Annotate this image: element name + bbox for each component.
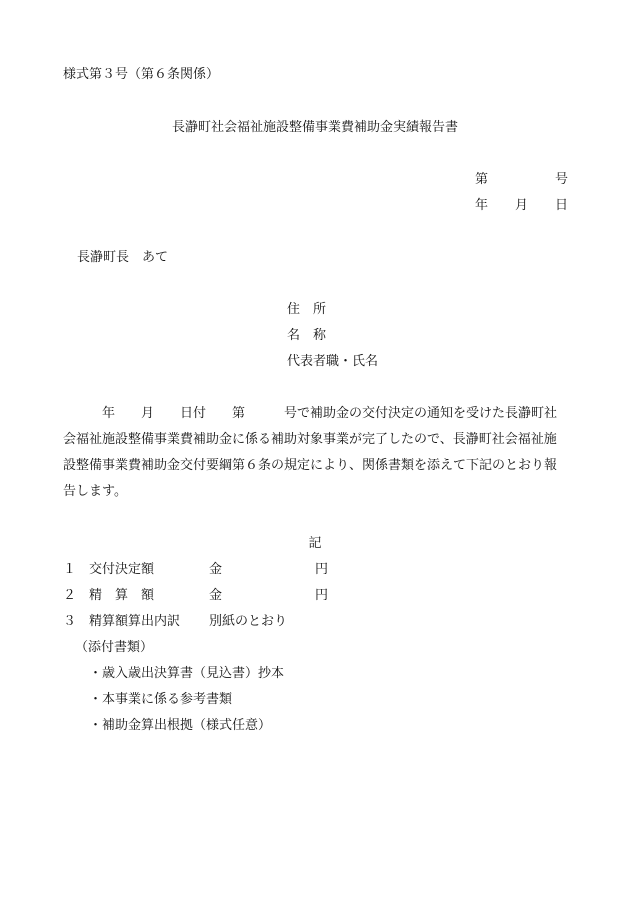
document-number-go: 号 xyxy=(555,172,569,187)
body-line: 会福祉施設整備事業費補助金に係る補助対象事業が完了したので、長瀞町社会福祉施 xyxy=(63,432,557,447)
item-kin: 別紙のとおり xyxy=(209,614,288,629)
sender-address-label: 住 所 xyxy=(287,302,327,317)
body-line: 年 月 日付 第 号で補助金の交付決定の通知を受けた長瀞町社 xyxy=(63,406,558,421)
addressee: 長瀞町長 あて xyxy=(77,250,169,265)
attachment-item: ・歳入歳出決算書（見込書）抄本 xyxy=(89,666,285,681)
ki-heading: 記 xyxy=(308,536,322,551)
item-yen: 円 xyxy=(315,588,329,603)
item-number: ３ xyxy=(63,614,77,629)
form-number: 様式第３号（第６条関係） xyxy=(63,67,220,82)
attachments-heading: （添付書類） xyxy=(75,640,154,655)
item-kin: 金 xyxy=(209,588,223,603)
document-number-dai: 第 xyxy=(475,172,489,187)
sender-name-label: 名 称 xyxy=(287,328,327,343)
date-month: 月 xyxy=(515,198,529,213)
attachment-item: ・補助金算出根拠（様式任意） xyxy=(89,718,272,733)
attachment-item: ・本事業に係る参考書類 xyxy=(89,692,233,707)
item-label: 精算額算出内訳 xyxy=(89,614,181,629)
date-year: 年 xyxy=(475,198,489,213)
item-kin: 金 xyxy=(209,562,223,577)
item-number: １ xyxy=(63,562,77,577)
item-yen: 円 xyxy=(315,562,329,577)
body-line: 設整備事業費補助金交付要綱第６条の規定により、関係書類を添えて下記のとおり報 xyxy=(63,458,558,473)
document-title: 長瀞町社会福祉施設整備事業費補助金実績報告書 xyxy=(171,120,458,135)
date-day: 日 xyxy=(555,198,569,213)
item-number: ２ xyxy=(63,588,77,603)
body-line: 告します。 xyxy=(63,484,127,499)
item-label: 交付決定額 xyxy=(89,562,155,577)
item-label: 精 算 額 xyxy=(89,588,155,603)
sender-representative-label: 代表者職・氏名 xyxy=(287,354,379,369)
